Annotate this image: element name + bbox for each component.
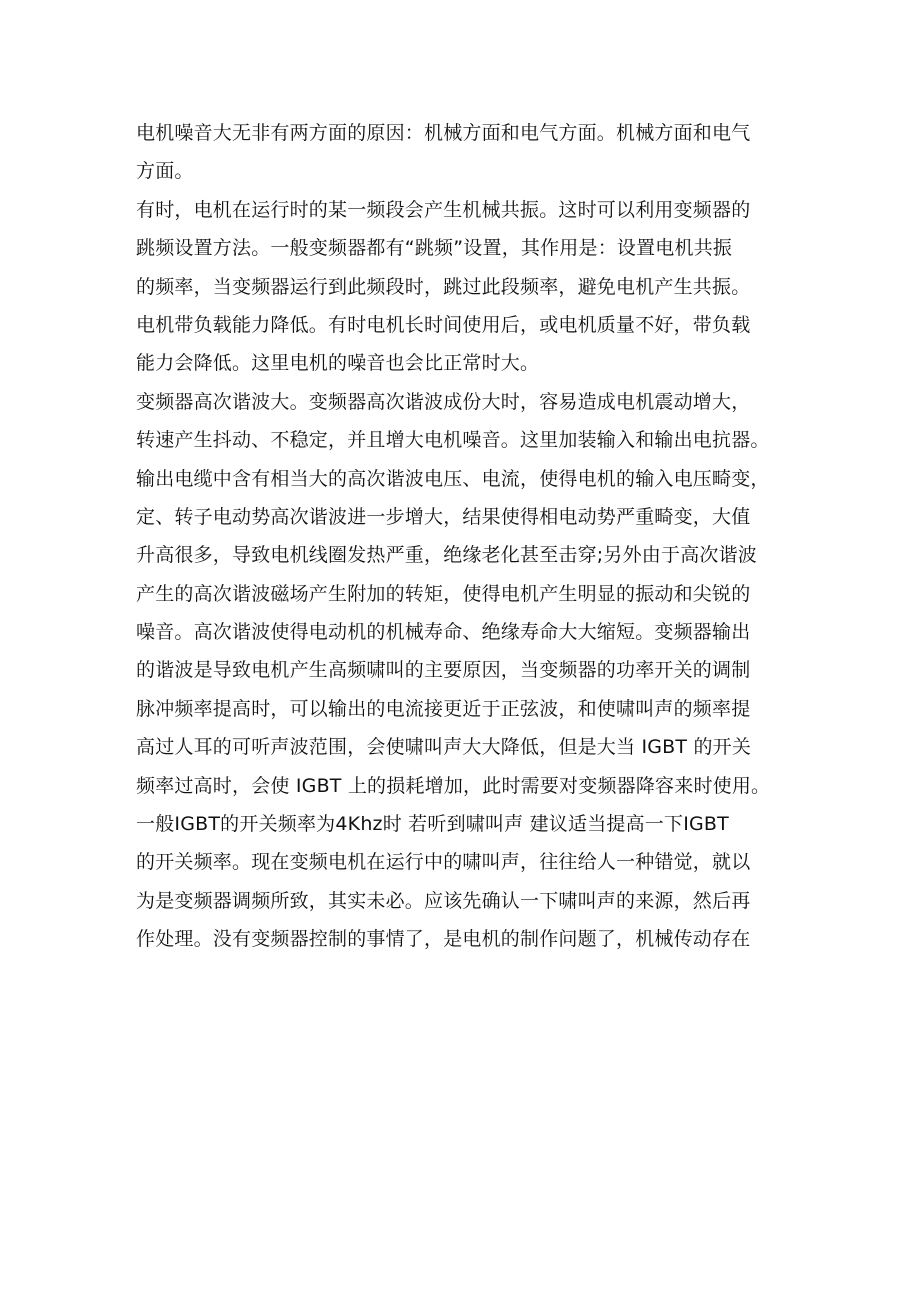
text-line: 变频器高次谐波大。变频器高次谐波成份大时，容易造成电机震动增大，	[136, 390, 751, 413]
text-line: 的开关频率。现在变频电机在运行中的啸叫声，往往给人一种错觉，就以	[136, 851, 751, 874]
text-line: 为是变频器调频所致，其实未必。应该先确认一下啸叫声的来源，然后再	[136, 889, 751, 912]
text-line: 跳频设置方法。一般变频器都有“跳频”设置，其作用是：设置电机共振	[136, 237, 733, 260]
text-line: 有时，电机在运行时的某一频段会产生机械共振。这时可以利用变频器的	[136, 198, 751, 221]
text-line: 噪音。高次谐波使得电动机的机械寿命、绝缘寿命大大缩短。变频器输出	[136, 621, 751, 644]
text-line: 频率过高时，会使 IGBT 上的损耗增加，此时需要对变频器降容来时使用。	[136, 774, 771, 797]
text-line: 定、转子电动势高次谐波进一步增大，结果使得相电动势严重畸变，大值	[136, 505, 751, 528]
text-line: 脉冲频率提高时，可以输出的电流接更近于正弦波，和使啸叫声的频率提	[136, 697, 751, 720]
text-line: 高过人耳的可听声波范围，会使啸叫声大大降低，但是大当 IGBT 的开关	[136, 736, 752, 759]
text-line: 产生的高次谐波磁场产生附加的转矩，使得电机产生明显的振动和尖锐的	[136, 582, 751, 605]
text-line: 能力会降低。这里电机的噪音也会比正常时大。	[136, 352, 540, 375]
text-line: 电机噪音大无非有两方面的原因：机械方面和电气方面。机械方面和电气	[136, 122, 751, 144]
text-line: 方面。	[136, 160, 194, 183]
text-line: 作处理。没有变频器控制的事情了，是电机的制作问题了，机械传动存在	[136, 928, 751, 951]
text-line: 的谐波是导致电机产生高频啸叫的主要原因，当变频器的功率开关的调制	[136, 659, 751, 682]
text-line: 电机带负载能力降低。有时电机长时间使用后，或电机质量不好，带负载	[136, 313, 751, 336]
text-line: 转速产生抖动、不稳定，并且增大电机噪音。这里加装输入和输出电抗器。	[136, 429, 770, 452]
text-line: 输出电缆中含有相当大的高次谐波电压、电流，使得电机的输入电压畸变，	[136, 467, 770, 490]
text-line: 升高很多，导致电机线圈发热严重，绝缘老化甚至击穿;另外由于高次谐波	[136, 544, 758, 567]
text-line: 的频率，当变频器运行到此频段时，跳过此段频率，避免电机产生共振。	[136, 275, 751, 298]
text-line: 一般IGBT的开关频率为4Khz时 若听到啸叫声 建议适当提高一下IGBT	[136, 813, 729, 836]
body-text	[136, 114, 796, 959]
